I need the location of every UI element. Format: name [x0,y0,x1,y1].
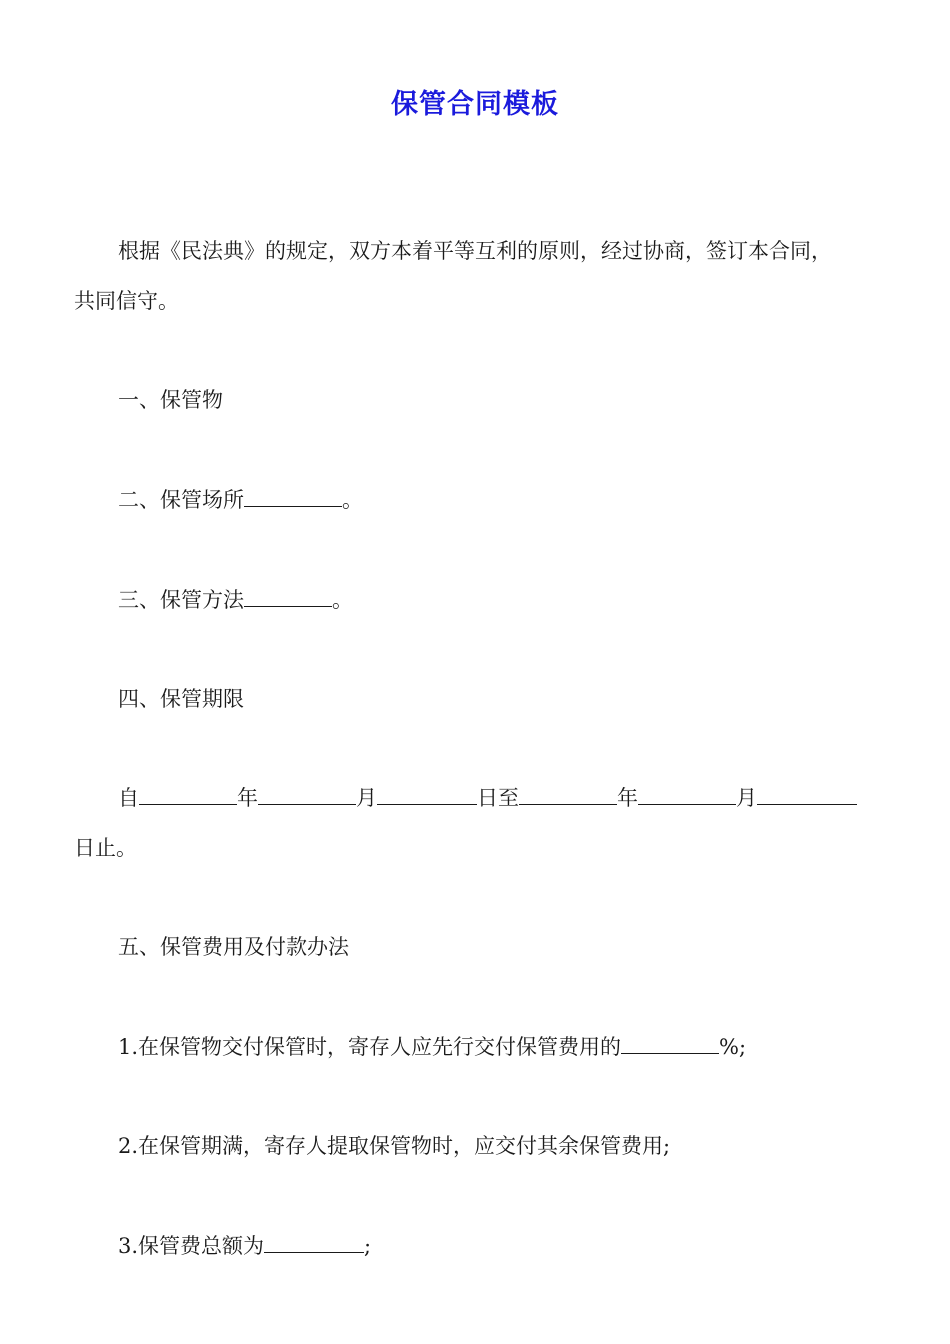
storage-place-blank[interactable] [244,484,342,507]
period-from: 自 [118,786,139,810]
section5-text: 五、保管费用及付款办法 [118,935,349,959]
intro-paragraph-line1 [74,225,922,277]
storage-method-blank[interactable] [244,584,332,607]
total-fee-blank[interactable] [264,1230,364,1253]
item1-end: %; [719,1035,747,1059]
section-storage-place [74,474,922,526]
section4-text: 四、保管期限 [118,687,244,711]
item3-end: ; [364,1234,372,1258]
section-heading-fees [74,921,922,973]
period-end: 日止。 [74,836,137,860]
intro-text-continued: 共同信守。 [74,289,179,313]
section2-end: 。 [342,488,363,512]
advance-percent-blank[interactable] [621,1031,719,1054]
start-day-blank[interactable] [377,782,477,805]
item1-label: 1.在保管物交付保管时，寄存人应先行交付保管费用的 [118,1035,622,1059]
section-heading-storage-period [74,673,922,725]
section3-end: 。 [332,588,353,612]
end-day-blank[interactable] [757,782,857,805]
document-title: 保管合同模板 [391,89,559,120]
period-month2: 月 [736,786,757,810]
fee-item-2 [74,1120,922,1172]
item2-text: 2.在保管期满，寄存人提取保管物时，应交付其余保管费用; [118,1134,671,1158]
start-year-blank[interactable] [139,782,237,805]
period-year1: 年 [237,786,258,810]
intro-paragraph-line2 [74,275,878,327]
period-month1: 月 [356,786,377,810]
section-storage-method [74,574,922,626]
start-month-blank[interactable] [258,782,356,805]
section2-label: 二、保管场所 [118,488,244,512]
storage-period-line-end [74,822,878,874]
end-year-blank[interactable] [519,782,617,805]
item3-label: 3.保管费总额为 [118,1234,265,1258]
fee-item-3 [74,1220,922,1272]
storage-period-line [74,772,922,824]
section3-label: 三、保管方法 [118,588,244,612]
period-year2: 年 [617,786,638,810]
end-month-blank[interactable] [638,782,736,805]
period-day-to: 日至 [477,786,519,810]
fee-item-1 [74,1021,922,1073]
section-heading-storage-item [74,374,922,426]
intro-text: 根据《民法典》的规定，双方本着平等互利的原则，经过协商，签订本合同， [118,239,832,263]
section1-text: 一、保管物 [118,388,223,412]
